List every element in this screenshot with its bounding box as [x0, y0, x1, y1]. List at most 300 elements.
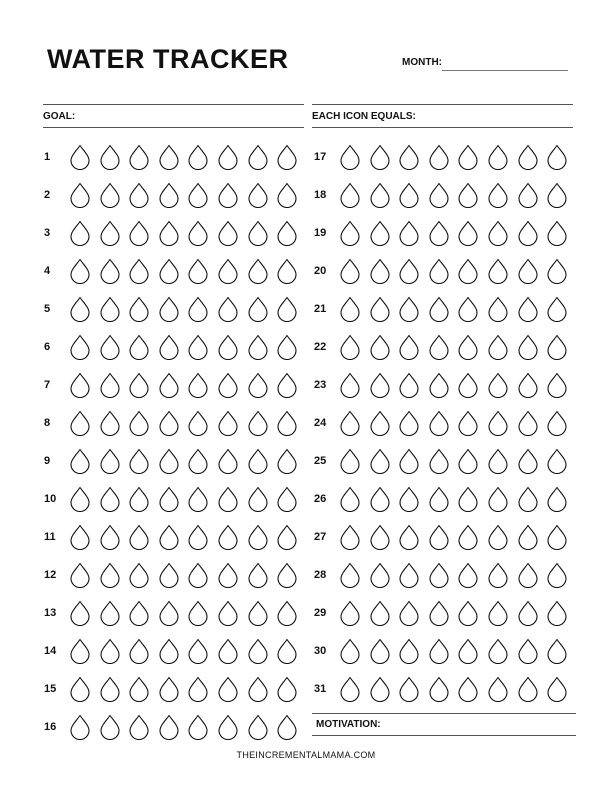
day-number: 22 [314, 341, 327, 353]
water-drop-icon[interactable] [545, 182, 569, 208]
drop-group [338, 220, 575, 246]
day-number: 24 [314, 417, 327, 429]
water-drop-icon[interactable] [68, 714, 92, 740]
water-drop-icon[interactable] [127, 182, 151, 208]
water-drop-icon[interactable] [246, 144, 270, 170]
water-drop-icon[interactable] [216, 638, 240, 664]
water-drop-icon[interactable] [98, 410, 122, 436]
water-drop-icon[interactable] [486, 410, 510, 436]
water-drop-icon[interactable] [486, 562, 510, 588]
day-number: 31 [314, 683, 327, 695]
water-drop-icon[interactable] [368, 486, 392, 512]
water-drop-icon[interactable] [368, 220, 392, 246]
water-drop-icon[interactable] [516, 448, 540, 474]
water-drop-icon[interactable] [68, 410, 92, 436]
water-drop-icon[interactable] [246, 334, 270, 360]
water-drop-icon[interactable] [486, 486, 510, 512]
water-drop-icon[interactable] [427, 676, 451, 702]
water-drop-icon[interactable] [545, 486, 569, 512]
drop-group [338, 676, 575, 702]
water-drop-icon[interactable] [516, 410, 540, 436]
water-drop-icon[interactable] [157, 334, 181, 360]
water-drop-icon[interactable] [275, 410, 299, 436]
water-drop-icon[interactable] [368, 562, 392, 588]
water-drop-icon[interactable] [98, 562, 122, 588]
water-drop-icon[interactable] [456, 372, 480, 398]
water-drop-icon[interactable] [216, 448, 240, 474]
water-drop-icon[interactable] [427, 372, 451, 398]
water-drop-icon[interactable] [545, 676, 569, 702]
day-number: 4 [44, 265, 51, 277]
water-drop-icon[interactable] [516, 486, 540, 512]
water-drop-icon[interactable] [216, 676, 240, 702]
water-drop-icon[interactable] [427, 334, 451, 360]
water-drop-icon[interactable] [275, 258, 299, 284]
water-drop-icon[interactable] [397, 410, 421, 436]
water-drop-icon[interactable] [368, 334, 392, 360]
water-drop-icon[interactable] [427, 600, 451, 626]
water-drop-icon[interactable] [216, 220, 240, 246]
water-drop-icon[interactable] [246, 676, 270, 702]
drop-group [338, 182, 575, 208]
water-drop-icon[interactable] [427, 524, 451, 550]
water-drop-icon[interactable] [456, 676, 480, 702]
water-drop-icon[interactable] [427, 144, 451, 170]
water-drop-icon[interactable] [486, 182, 510, 208]
water-drop-icon[interactable] [216, 182, 240, 208]
water-drop-icon[interactable] [275, 372, 299, 398]
water-drop-icon[interactable] [216, 714, 240, 740]
water-drop-icon[interactable] [427, 638, 451, 664]
water-drop-icon[interactable] [246, 296, 270, 322]
water-drop-icon[interactable] [456, 638, 480, 664]
day-number: 1 [44, 151, 51, 163]
water-drop-icon[interactable] [397, 296, 421, 322]
water-drop-icon[interactable] [397, 600, 421, 626]
water-drop-icon[interactable] [275, 448, 299, 474]
water-drop-icon[interactable] [216, 296, 240, 322]
water-drop-icon[interactable] [157, 410, 181, 436]
water-drop-icon[interactable] [368, 600, 392, 626]
water-drop-icon[interactable] [427, 448, 451, 474]
water-drop-icon[interactable] [338, 372, 362, 398]
water-drop-icon[interactable] [456, 220, 480, 246]
drop-group [338, 372, 575, 398]
day-row [314, 560, 575, 590]
drop-group [68, 334, 305, 360]
water-drop-icon[interactable] [516, 562, 540, 588]
water-drop-icon[interactable] [186, 448, 210, 474]
water-drop-icon[interactable] [397, 220, 421, 246]
water-drop-icon[interactable] [338, 638, 362, 664]
day-row [314, 142, 575, 172]
goal-input-line[interactable] [43, 127, 304, 128]
water-drop-icon[interactable] [397, 182, 421, 208]
day-number: 28 [314, 569, 327, 581]
water-drop-icon[interactable] [427, 486, 451, 512]
water-drop-icon[interactable] [338, 562, 362, 588]
water-drop-icon[interactable] [397, 638, 421, 664]
water-drop-icon[interactable] [98, 144, 122, 170]
water-drop-icon[interactable] [216, 600, 240, 626]
day-number: 18 [314, 189, 327, 201]
water-drop-icon[interactable] [545, 410, 569, 436]
day-number: 17 [314, 151, 327, 163]
water-drop-icon[interactable] [456, 296, 480, 322]
water-drop-icon[interactable] [486, 448, 510, 474]
month-label: MONTH: [402, 57, 442, 68]
water-drop-icon[interactable] [368, 144, 392, 170]
water-drop-icon[interactable] [368, 258, 392, 284]
water-drop-icon[interactable] [246, 372, 270, 398]
day-row [44, 636, 305, 666]
water-drop-icon[interactable] [338, 258, 362, 284]
water-drop-icon[interactable] [68, 448, 92, 474]
day-row [44, 332, 305, 362]
water-drop-icon[interactable] [456, 334, 480, 360]
water-drop-icon[interactable] [275, 714, 299, 740]
day-row [314, 256, 575, 286]
water-drop-icon[interactable] [246, 600, 270, 626]
water-drop-icon[interactable] [157, 638, 181, 664]
water-drop-icon[interactable] [98, 676, 122, 702]
water-drop-icon[interactable] [338, 182, 362, 208]
water-drop-icon[interactable] [516, 676, 540, 702]
water-drop-icon[interactable] [216, 562, 240, 588]
water-drop-icon[interactable] [368, 676, 392, 702]
motivation-input-line[interactable] [312, 735, 576, 736]
water-drop-icon[interactable] [186, 486, 210, 512]
water-drop-icon[interactable] [486, 258, 510, 284]
water-drop-icon[interactable] [456, 486, 480, 512]
water-drop-icon[interactable] [456, 144, 480, 170]
water-drop-icon[interactable] [275, 144, 299, 170]
day-row [44, 370, 305, 400]
water-drop-icon[interactable] [427, 410, 451, 436]
water-drop-icon[interactable] [516, 296, 540, 322]
day-row [44, 142, 305, 172]
water-drop-icon[interactable] [68, 600, 92, 626]
water-drop-icon[interactable] [516, 372, 540, 398]
water-drop-icon[interactable] [338, 296, 362, 322]
day-row [314, 598, 575, 628]
water-drop-icon[interactable] [397, 524, 421, 550]
water-drop-icon[interactable] [216, 372, 240, 398]
drop-group [68, 638, 305, 664]
water-drop-icon[interactable] [516, 524, 540, 550]
water-drop-icon[interactable] [68, 562, 92, 588]
day-row [44, 294, 305, 324]
water-drop-icon[interactable] [68, 486, 92, 512]
water-drop-icon[interactable] [486, 372, 510, 398]
water-drop-icon[interactable] [246, 448, 270, 474]
footer-website: THEINCREMENTALMAMA.COM [236, 750, 376, 760]
day-number: 16 [44, 721, 57, 733]
water-drop-icon[interactable] [246, 714, 270, 740]
water-drop-icon[interactable] [427, 562, 451, 588]
water-drop-icon[interactable] [338, 410, 362, 436]
water-drop-icon[interactable] [545, 144, 569, 170]
day-row [44, 484, 305, 514]
water-drop-icon[interactable] [127, 220, 151, 246]
water-drop-icon[interactable] [98, 334, 122, 360]
water-drop-icon[interactable] [157, 524, 181, 550]
drop-group [338, 410, 575, 436]
water-drop-icon[interactable] [397, 448, 421, 474]
water-drop-icon[interactable] [68, 296, 92, 322]
water-drop-icon[interactable] [216, 144, 240, 170]
water-drop-icon[interactable] [246, 182, 270, 208]
water-drop-icon[interactable] [98, 258, 122, 284]
water-drop-icon[interactable] [98, 182, 122, 208]
water-drop-icon[interactable] [127, 524, 151, 550]
water-drop-icon[interactable] [275, 676, 299, 702]
water-drop-icon[interactable] [216, 334, 240, 360]
day-row [44, 560, 305, 590]
day-row [44, 218, 305, 248]
water-drop-icon[interactable] [516, 638, 540, 664]
water-drop-icon[interactable] [157, 372, 181, 398]
water-drop-icon[interactable] [486, 638, 510, 664]
water-drop-icon[interactable] [486, 296, 510, 322]
water-drop-icon[interactable] [186, 676, 210, 702]
water-drop-icon[interactable] [127, 600, 151, 626]
water-drop-icon[interactable] [186, 638, 210, 664]
water-drop-icon[interactable] [427, 258, 451, 284]
water-drop-icon[interactable] [98, 714, 122, 740]
water-drop-icon[interactable] [275, 296, 299, 322]
water-drop-icon[interactable] [157, 182, 181, 208]
water-drop-icon[interactable] [127, 714, 151, 740]
water-drop-icon[interactable] [368, 638, 392, 664]
water-drop-icon[interactable] [545, 296, 569, 322]
drop-group [68, 676, 305, 702]
water-drop-icon[interactable] [216, 524, 240, 550]
water-drop-icon[interactable] [157, 486, 181, 512]
water-drop-icon[interactable] [397, 144, 421, 170]
water-drop-icon[interactable] [516, 182, 540, 208]
water-drop-icon[interactable] [486, 144, 510, 170]
water-drop-icon[interactable] [127, 676, 151, 702]
water-drop-icon[interactable] [127, 448, 151, 474]
water-drop-icon[interactable] [186, 258, 210, 284]
water-drop-icon[interactable] [246, 638, 270, 664]
water-drop-icon[interactable] [216, 486, 240, 512]
water-drop-icon[interactable] [98, 448, 122, 474]
water-drop-icon[interactable] [545, 524, 569, 550]
water-drop-icon[interactable] [397, 486, 421, 512]
water-drop-icon[interactable] [486, 334, 510, 360]
water-drop-icon[interactable] [186, 410, 210, 436]
water-drop-icon[interactable] [338, 448, 362, 474]
water-drop-icon[interactable] [246, 524, 270, 550]
water-drop-icon[interactable] [545, 258, 569, 284]
water-drop-icon[interactable] [397, 562, 421, 588]
water-drop-icon[interactable] [397, 372, 421, 398]
water-drop-icon[interactable] [157, 258, 181, 284]
water-drop-icon[interactable] [338, 486, 362, 512]
water-drop-icon[interactable] [545, 220, 569, 246]
day-number: 14 [44, 645, 57, 657]
water-drop-icon[interactable] [98, 486, 122, 512]
water-drop-icon[interactable] [368, 372, 392, 398]
water-drop-icon[interactable] [397, 258, 421, 284]
water-drop-icon[interactable] [127, 372, 151, 398]
water-drop-icon[interactable] [68, 372, 92, 398]
water-drop-icon[interactable] [186, 182, 210, 208]
water-drop-icon[interactable] [186, 562, 210, 588]
water-drop-icon[interactable] [157, 296, 181, 322]
water-drop-icon[interactable] [545, 600, 569, 626]
water-drop-icon[interactable] [127, 486, 151, 512]
water-drop-icon[interactable] [246, 486, 270, 512]
water-drop-icon[interactable] [338, 334, 362, 360]
water-drop-icon[interactable] [456, 258, 480, 284]
water-drop-icon[interactable] [456, 600, 480, 626]
water-drop-icon[interactable] [486, 676, 510, 702]
water-drop-icon[interactable] [427, 182, 451, 208]
water-drop-icon[interactable] [127, 410, 151, 436]
goal-top-divider [43, 104, 304, 105]
water-drop-icon[interactable] [368, 448, 392, 474]
water-drop-icon[interactable] [246, 562, 270, 588]
water-drop-icon[interactable] [157, 676, 181, 702]
water-drop-icon[interactable] [275, 562, 299, 588]
water-drop-icon[interactable] [338, 220, 362, 246]
month-input-line[interactable] [442, 70, 568, 71]
water-drop-icon[interactable] [545, 334, 569, 360]
day-number: 25 [314, 455, 327, 467]
water-drop-icon[interactable] [216, 258, 240, 284]
water-drop-icon[interactable] [127, 258, 151, 284]
water-drop-icon[interactable] [486, 220, 510, 246]
water-drop-icon[interactable] [186, 334, 210, 360]
water-drop-icon[interactable] [397, 334, 421, 360]
water-drop-icon[interactable] [545, 372, 569, 398]
water-drop-icon[interactable] [186, 600, 210, 626]
water-drop-icon[interactable] [98, 220, 122, 246]
water-drop-icon[interactable] [98, 600, 122, 626]
water-drop-icon[interactable] [216, 410, 240, 436]
water-drop-icon[interactable] [246, 220, 270, 246]
water-drop-icon[interactable] [186, 296, 210, 322]
day-row [44, 446, 305, 476]
water-drop-icon[interactable] [246, 410, 270, 436]
water-drop-icon[interactable] [98, 372, 122, 398]
water-drop-icon[interactable] [456, 562, 480, 588]
water-drop-icon[interactable] [186, 144, 210, 170]
drop-group [338, 562, 575, 588]
drop-group [338, 448, 575, 474]
motivation-top-divider [312, 713, 576, 714]
water-drop-icon[interactable] [368, 296, 392, 322]
water-drop-icon[interactable] [157, 220, 181, 246]
water-drop-icon[interactable] [545, 562, 569, 588]
water-drop-icon[interactable] [186, 372, 210, 398]
water-drop-icon[interactable] [127, 296, 151, 322]
water-drop-icon[interactable] [545, 448, 569, 474]
water-drop-icon[interactable] [127, 638, 151, 664]
water-drop-icon[interactable] [456, 182, 480, 208]
water-drop-icon[interactable] [157, 562, 181, 588]
water-drop-icon[interactable] [127, 562, 151, 588]
water-drop-icon[interactable] [98, 638, 122, 664]
water-drop-icon[interactable] [98, 524, 122, 550]
icon-equals-label: EACH ICON EQUALS: [312, 111, 416, 122]
water-drop-icon[interactable] [275, 220, 299, 246]
water-drop-icon[interactable] [186, 524, 210, 550]
water-drop-icon[interactable] [68, 524, 92, 550]
water-drop-icon[interactable] [275, 524, 299, 550]
water-drop-icon[interactable] [246, 258, 270, 284]
icon-equals-input-line[interactable] [312, 127, 573, 128]
water-drop-icon[interactable] [427, 296, 451, 322]
drop-group [68, 600, 305, 626]
water-drop-icon[interactable] [275, 638, 299, 664]
water-drop-icon[interactable] [338, 524, 362, 550]
water-drop-icon[interactable] [368, 410, 392, 436]
water-drop-icon[interactable] [186, 220, 210, 246]
drop-group [68, 220, 305, 246]
page-title: WATER TRACKER [47, 44, 289, 74]
water-drop-icon[interactable] [157, 600, 181, 626]
drop-group [338, 296, 575, 322]
day-number: 26 [314, 493, 327, 505]
water-drop-icon[interactable] [456, 524, 480, 550]
water-drop-icon[interactable] [545, 638, 569, 664]
day-row [314, 218, 575, 248]
water-drop-icon[interactable] [516, 144, 540, 170]
water-drop-icon[interactable] [486, 524, 510, 550]
water-drop-icon[interactable] [275, 182, 299, 208]
water-drop-icon[interactable] [275, 600, 299, 626]
water-drop-icon[interactable] [68, 182, 92, 208]
day-row [314, 522, 575, 552]
water-drop-icon[interactable] [68, 676, 92, 702]
water-drop-icon[interactable] [516, 600, 540, 626]
water-drop-icon[interactable] [456, 410, 480, 436]
water-drop-icon[interactable] [68, 220, 92, 246]
water-drop-icon[interactable] [338, 144, 362, 170]
water-drop-icon[interactable] [516, 258, 540, 284]
water-drop-icon[interactable] [427, 220, 451, 246]
water-drop-icon[interactable] [516, 220, 540, 246]
water-drop-icon[interactable] [338, 676, 362, 702]
water-drop-icon[interactable] [275, 486, 299, 512]
water-drop-icon[interactable] [68, 258, 92, 284]
water-drop-icon[interactable] [127, 144, 151, 170]
water-drop-icon[interactable] [368, 182, 392, 208]
water-drop-icon[interactable] [368, 524, 392, 550]
water-drop-icon[interactable] [486, 600, 510, 626]
water-drop-icon[interactable] [186, 714, 210, 740]
water-drop-icon[interactable] [98, 296, 122, 322]
water-drop-icon[interactable] [127, 334, 151, 360]
water-drop-icon[interactable] [157, 714, 181, 740]
water-drop-icon[interactable] [456, 448, 480, 474]
water-drop-icon[interactable] [338, 600, 362, 626]
water-drop-icon[interactable] [516, 334, 540, 360]
water-drop-icon[interactable] [68, 334, 92, 360]
water-drop-icon[interactable] [157, 448, 181, 474]
water-drop-icon[interactable] [157, 144, 181, 170]
water-drop-icon[interactable] [68, 144, 92, 170]
water-drop-icon[interactable] [68, 638, 92, 664]
day-row [314, 408, 575, 438]
water-drop-icon[interactable] [275, 334, 299, 360]
day-row [44, 522, 305, 552]
water-drop-icon[interactable] [397, 676, 421, 702]
